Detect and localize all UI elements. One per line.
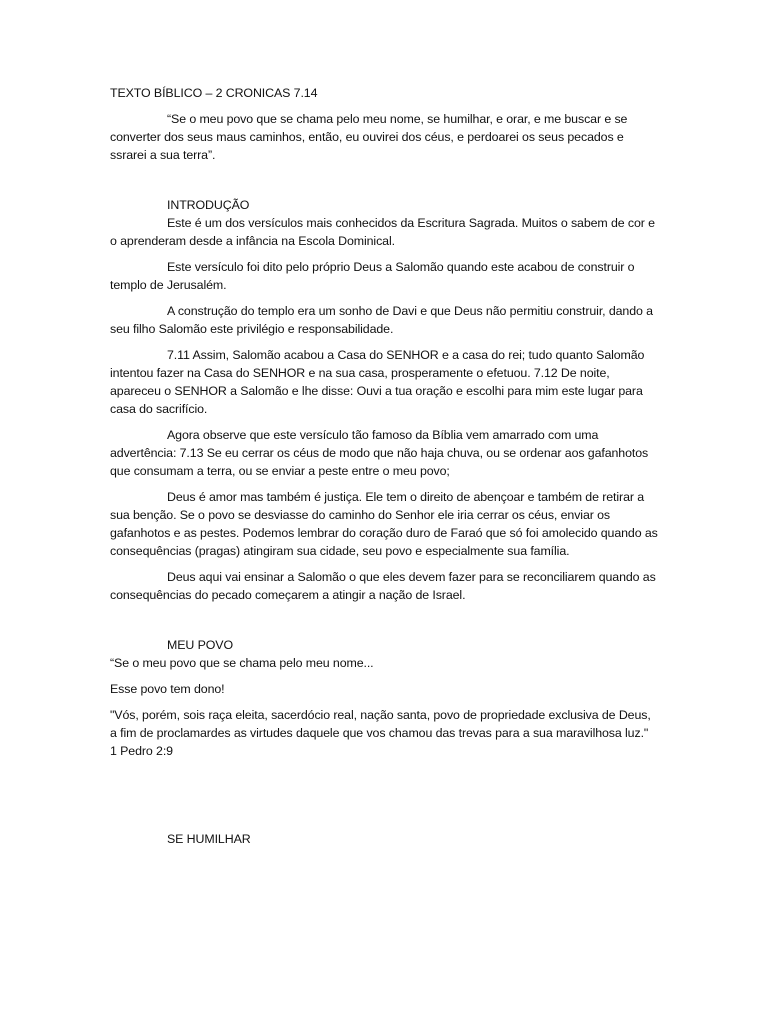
meu-povo-line: Esse povo tem dono! (110, 682, 225, 696)
spacer (110, 768, 658, 806)
section-heading-meu-povo: MEU POVO (167, 638, 233, 652)
spacer (110, 806, 658, 830)
document-title: TEXTO BÍBLICO – 2 CRONICAS 7.14 (110, 86, 318, 100)
intro-paragraph: A construção do templo era um sonho de Davi e que Deus não permitiu construir, dando a seu filho Salomão este privilégio e responsabilidade. (110, 304, 653, 336)
spacer (110, 172, 658, 196)
intro-paragraph: 7.11 Assim, Salomão acabou a Casa do SENHOR e a casa do rei; tudo quanto Salomão intentou fazer na Casa do SENHOR e na sua casa, prosperamente o efetuou. 7.12 De noite, apareceu o SENHOR a Salomão e lhe disse: Ouvi a tua oração e escolhi para mim este lugar para casa do sacrifício. (110, 348, 645, 416)
intro-paragraph: Deus aqui vai ensinar a Salomão o que eles devem fazer para se reconciliarem quando as consequências do pecado começarem a atingir a nação de Israel. (110, 570, 656, 602)
spacer (110, 612, 658, 636)
document-page (110, 84, 658, 848)
key-verse: “Se o meu povo que se chama pelo meu nome, se humilhar, e orar, e me buscar e se converter dos seus maus caminhos, então, eu ouvirei dos céus, e perdoarei os seus pecados e ssrarei a sua terra”. (110, 112, 628, 162)
meu-povo-scripture: "Vós, porém, sois raça eleita, sacerdócio real, nação santa, povo de propriedade exclusiva de Deus, a fim de proclamardes as virtudes daquele que vos chamou das trevas para a sua maravilhosa luz." 1 Pedro 2:9 (110, 708, 651, 758)
section-heading-se-humilhar: SE HUMILHAR (167, 832, 251, 846)
intro-paragraph: Deus é amor mas também é justiça. Ele tem o direito de abençoar e também de retirar a sua benção. Se o povo se desviasse do caminho do Senhor ele iria cerrar os céus, enviar os gafanhotos e as pestes. Podemos lembrar do coração duro de Faraó que só foi amolecido quando as consequências (pragas) atingiram sua cidade, seu povo e especialmente sua família. (110, 490, 658, 558)
intro-paragraph: Este é um dos versículos mais conhecidos da Escritura Sagrada. Muitos o sabem de cor e o aprenderam desde a infância na Escola Dominical. (110, 216, 655, 248)
intro-paragraph: Este versículo foi dito pelo próprio Deus a Salomão quando este acabou de construir o templo de Jerusalém. (110, 260, 635, 292)
section-heading-introducao: INTRODUÇÃO (167, 198, 250, 212)
intro-paragraph: Agora observe que este versículo tão famoso da Bíblia vem amarrado com uma advertência: 7.13 Se eu cerrar os céus de modo que não haja chuva, ou se ordenar aos gafanhotos que consumam a terra, ou se enviar a peste entre o meu povo; (110, 428, 649, 478)
meu-povo-quote: “Se o meu povo que se chama pelo meu nome... (110, 656, 374, 670)
